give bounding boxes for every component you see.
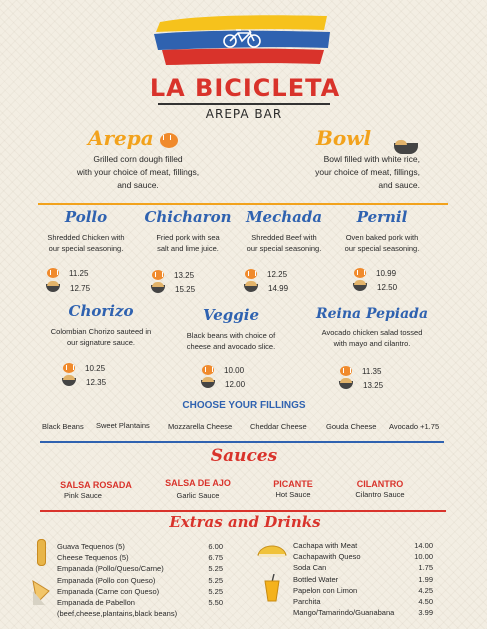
divider-mid [40,441,444,443]
arepa-description: Grilled corn dough filled with your choice of meat, fillings, and sauce. [76,154,200,190]
arepa-icon [245,269,257,279]
price-bowl-veggie: 12.00 [201,380,245,389]
arepa-icon [202,365,214,375]
drink-cup-icon [263,574,281,607]
extras-right-list [293,540,433,618]
filling-item: Cheddar Cheese [250,422,307,431]
price-bowl-chicharon: 15.25 [151,285,195,294]
meat-chorizo: Chorizo Colombian Chorizo sauteed in our signature sauce. [50,302,152,347]
price-arepa-mechada: 12.25 [245,269,287,279]
list-item: Parchita 4.50 [293,597,433,607]
price-arepa-chicharon: 13.25 [152,270,194,280]
bowl-icon [201,380,215,388]
price-bowl-pollo: 12.75 [46,284,90,293]
bowl-icon [353,283,367,291]
meat-pernil: Pernil Oven baked pork with our special seasoning. [344,208,420,253]
list-item: Empanada (Pollo/Queso/Carne) 5.25 [57,564,223,574]
list-item: Cheese Tequenos (5) 6.75 [57,553,223,563]
arepa-icon [63,363,75,373]
price-bowl-mechada: 14.99 [244,284,288,293]
meat-pollo: Pollo Shredded Chicken with our special seasoning. [47,208,125,253]
meat-chicharon: Chicharon Fried pork with sea salt and lime juice. [144,208,232,253]
arepa-icon [152,270,164,280]
meat-mechada: Mechada Shredded Beef with our special seasoning. [245,208,323,253]
filling-item: Black Beans [42,422,84,431]
list-item: Cachapa with Meat 14.00 [293,541,433,550]
list-item: Bottled Water 1.99 [293,574,433,584]
list-item: Mango/Tamarindo/Guanabana 3.99 [293,608,433,618]
list-item: Empanada de Pabellon 5.50 [57,598,223,608]
price-bowl-pernil: 12.50 [353,283,397,292]
sauce-cilantro: CILANTRO Cilantro Sauce [355,479,405,499]
sauce-salsa-rosada: SALSA ROSADA Pink Sauce [60,480,132,500]
price-arepa-reina: 11.35 [340,366,381,376]
price-arepa-pollo: 11.25 [47,268,88,278]
bowl-heading: Bowl [316,126,372,150]
divider-top [38,203,448,205]
price-arepa-chorizo: 10.25 [63,363,105,373]
extras-title: Extras and Drinks [169,513,321,531]
extras-left-list [57,541,223,619]
sauce-picante: PICANTE Hot Sauce [273,479,313,499]
filling-item: Gouda Cheese [326,422,377,431]
bowl-icon [339,381,353,389]
bowl-icon [244,284,258,292]
filling-item: Avocado +1.75 [389,422,440,431]
arepa-icon [340,366,352,376]
price-bowl-chorizo: 12.35 [62,378,106,387]
list-item: Guava Tequenos (5) 6.00 [57,542,223,551]
meat-veggie: Veggie Black beans with choice of cheese and avocado slice. [186,306,276,351]
sauce-salsa-de-ajo: SALSA DE AJO Garlic Sauce [165,478,231,500]
brand-subtitle: AREPA BAR [205,107,283,121]
list-item: (beef,cheese,plantains,black beans) [57,609,178,619]
fillings-title: CHOOSE YOUR FILLINGS [182,400,306,411]
price-bowl-reina: 13.25 [339,381,383,390]
brand-underline [158,103,330,105]
bowl-icon [62,378,76,386]
bowl-icon [46,284,60,292]
bowl-description: Bowl filled with white rice, your choice of meat, fillings, and sauce. [315,154,420,190]
list-item: Empanada (Pollo con Queso) 5.25 [57,575,223,585]
cachapa-icon [257,540,287,565]
arepa-heading: Arepa [88,126,154,150]
empanada-icon [31,577,51,610]
brand-title: LA BICICLETA [149,74,341,102]
flag-brush-logo [152,10,332,68]
arepa-icon [47,268,59,278]
filling-item: Mozzarella Cheese [168,422,233,431]
price-arepa-veggie: 10.00 [202,365,244,375]
sauces-title: Sauces [210,446,278,466]
filling-item: Sweet Plantains [96,421,150,430]
arepa-icon [160,133,178,148]
list-item: Cachapawith Queso 10.00 [293,552,433,562]
divider-bottom [40,510,446,512]
list-item: Soda Can 1.75 [293,563,433,573]
arepa-icon [354,268,366,278]
tequeno-icon [37,539,46,566]
price-arepa-pernil: 10.99 [354,268,396,278]
bowl-icon [151,285,165,293]
meat-reina-pepiada: Reina Pepiada Avocado chicken salad tossed with mayo and cilantro. [315,306,429,348]
list-item: Empanada (Carne con Queso) 5.25 [57,586,223,596]
list-item: Papelon con Limon 4.25 [293,585,433,595]
